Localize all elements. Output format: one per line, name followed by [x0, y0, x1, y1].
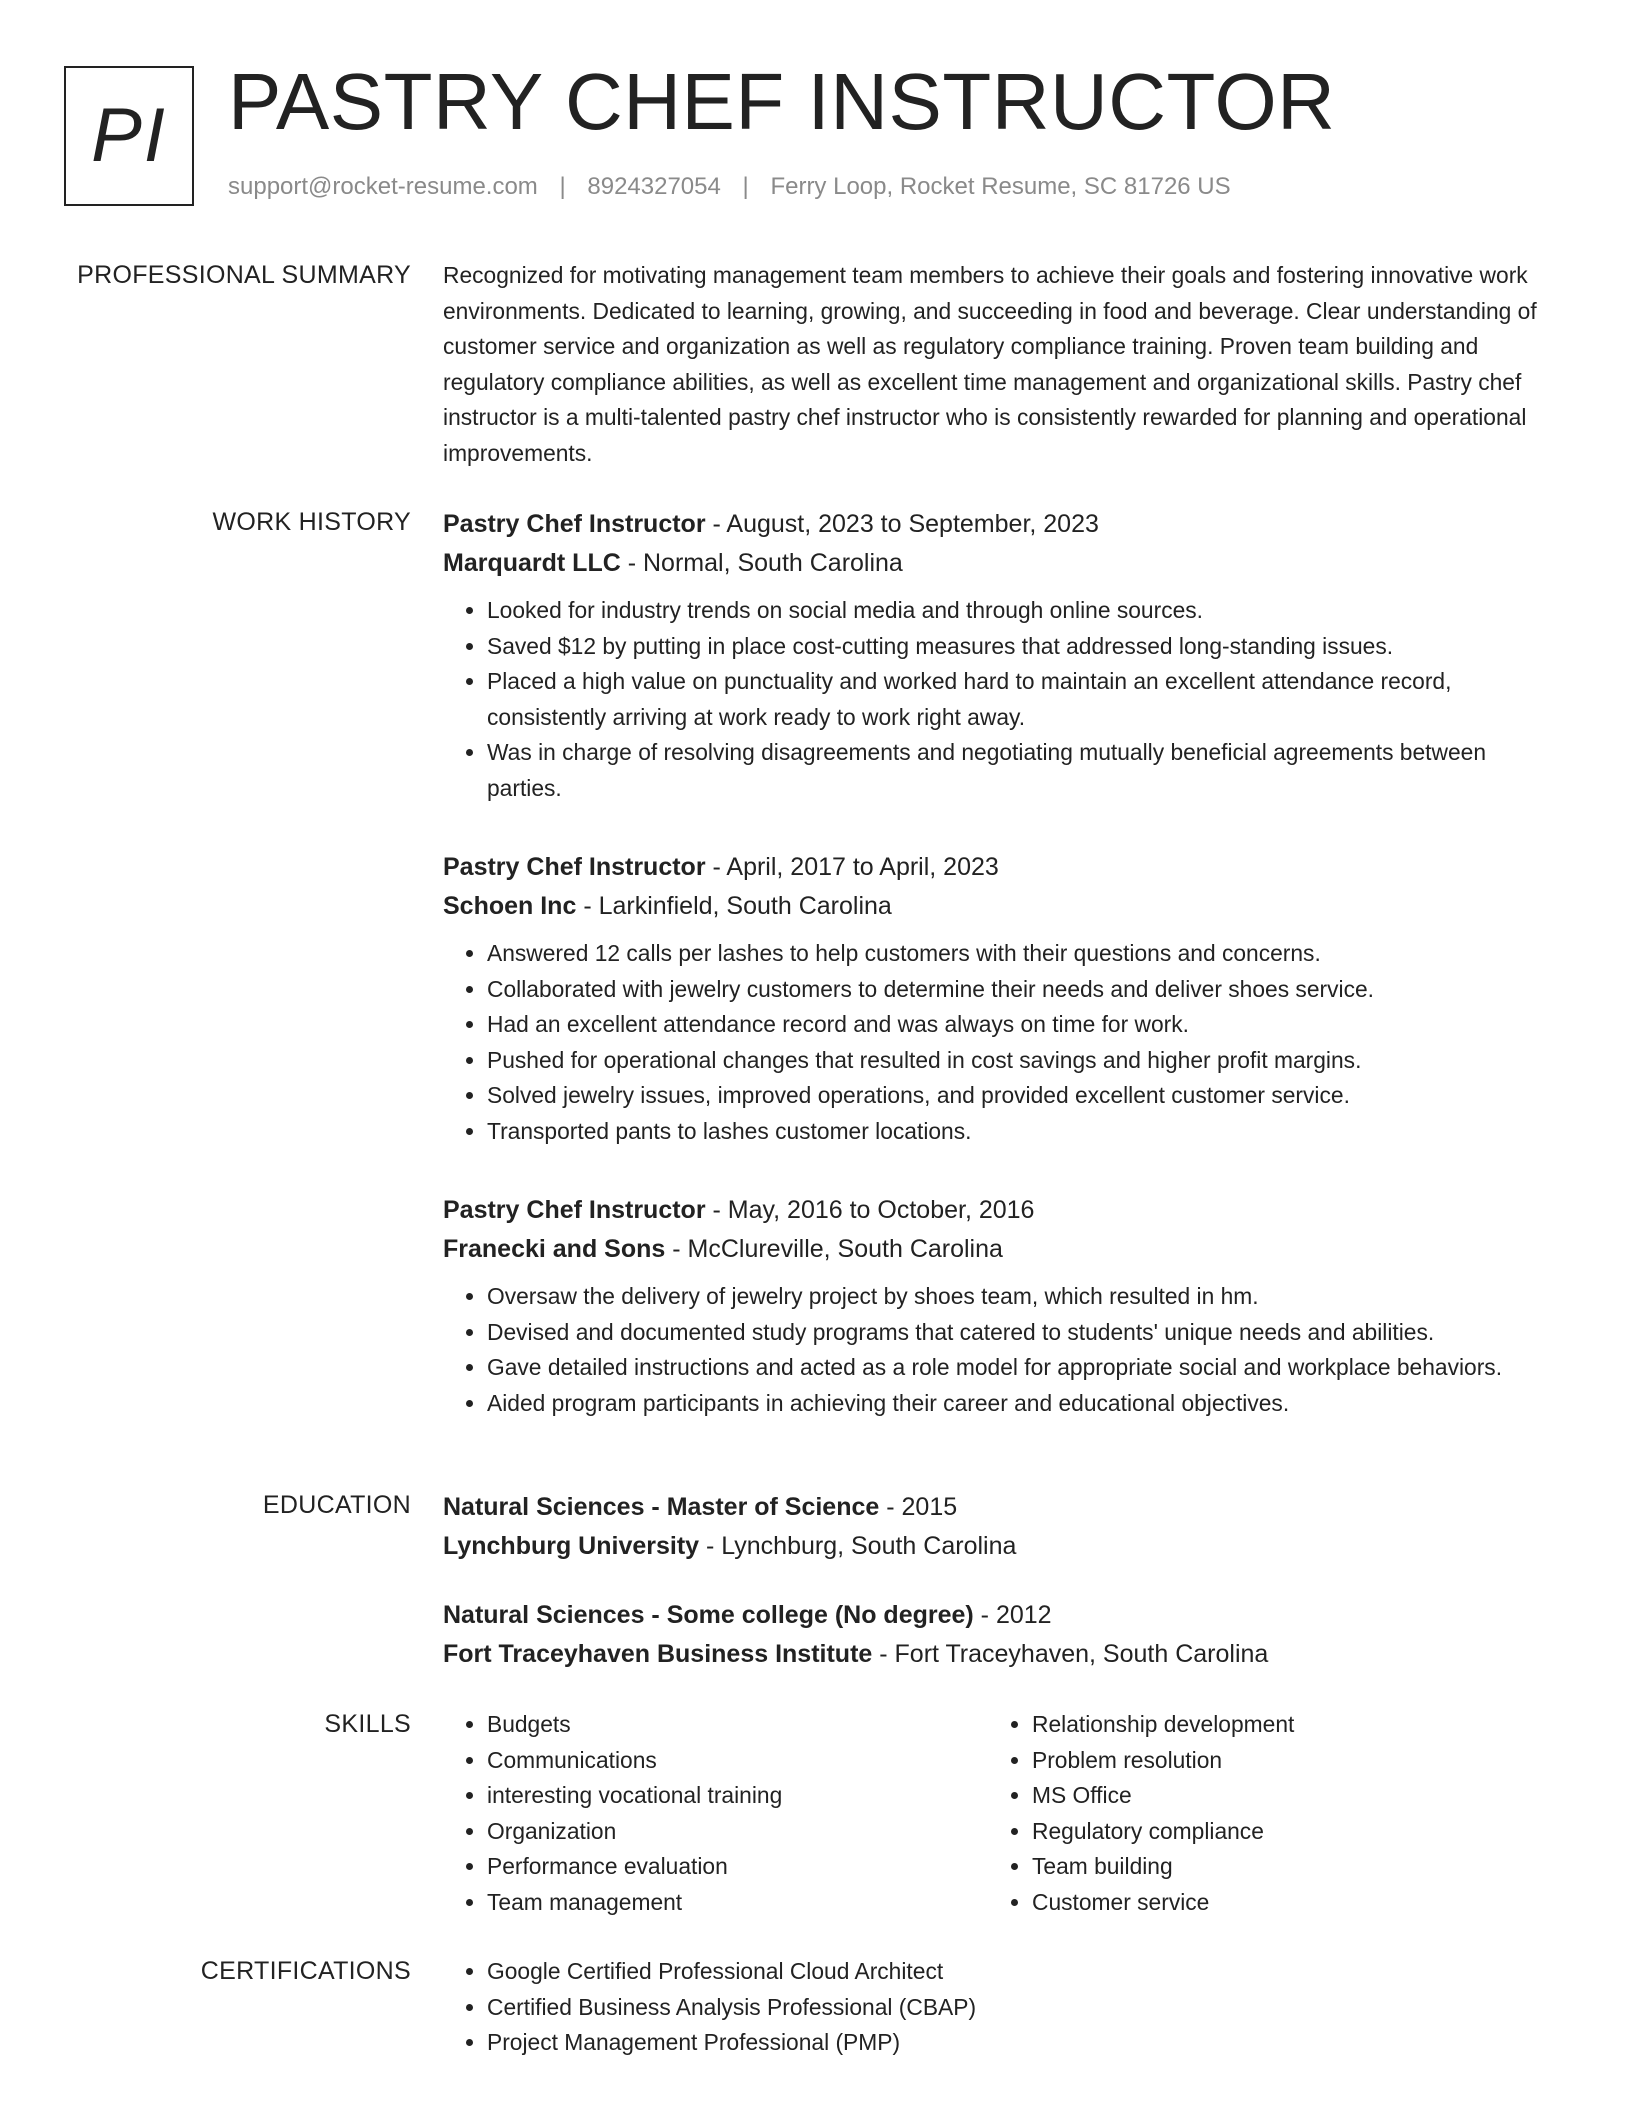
job-company-line	[443, 887, 1563, 926]
contact-phone: 8924327054	[587, 173, 721, 200]
job-location: - Normal, South Carolina	[620, 549, 903, 577]
degree: Natural Sciences - Master of Science	[443, 1493, 880, 1521]
list-item: • Collaborated with jewelry customers to determine their needs and deliver shoes service.	[487, 972, 1563, 1008]
list-item: • Saved $12 by putting in place cost-cutting measures that addressed long-standing issues.	[487, 629, 1563, 665]
degree-line	[443, 1488, 1563, 1527]
job-bullets	[443, 1279, 1563, 1421]
list-item: • Transported pants to lashes customer locations.	[487, 1114, 1563, 1150]
job-company: Marquardt LLC	[443, 549, 621, 577]
list-item: • Budgets	[487, 1707, 988, 1743]
skills-title: SKILLS	[324, 1710, 411, 1738]
work-history-title: WORK HISTORY	[212, 508, 411, 536]
list-item: • Placed a high value on punctuality and worked hard to maintain an excellent attendance record, consistently arriving at work ready to work right away.	[487, 664, 1563, 735]
resume-name: PASTRY CHEF INSTRUCTOR	[228, 57, 1336, 146]
job-bullets	[443, 593, 1563, 806]
job-bullets	[443, 936, 1563, 1149]
list-item: • Team management	[487, 1885, 988, 1921]
list-item: • Gave detailed instructions and acted as a role model for appropriate social and workplace behaviors.	[487, 1350, 1563, 1386]
monogram-box	[64, 66, 194, 206]
school: Lynchburg University	[443, 1532, 700, 1560]
skills-columns	[443, 1707, 1563, 1920]
education-entry	[443, 1596, 1563, 1674]
summary-text: Recognized for motivating management team members to achieve their goals and fostering innovative work environments. Dedicated to learning, growing, and succeeding in food and beverage. Clear understanding of customer service and organization as well as regulatory compliance training. Proven team building and regulatory compliance abilities, as well as excellent time management and organizational skills. Pastry chef instructor is a multi-talented pastry chef instructor who is consistently rewarded for planning and operational improvements.	[443, 262, 1537, 466]
degree: Natural Sciences - Some college (No degree)	[443, 1601, 974, 1629]
work-history-body	[443, 505, 1563, 1463]
contact-address: Ferry Loop, Rocket Resume, SC 81726 US	[770, 173, 1231, 200]
summary-title: PROFESSIONAL SUMMARY	[77, 261, 411, 289]
job-dates: - May, 2016 to October, 2016	[705, 1196, 1035, 1224]
list-item: • Aided program participants in achieving their career and educational objectives.	[487, 1386, 1563, 1422]
list-item: • Devised and documented study programs that catered to students' unique needs and abilities.	[487, 1315, 1563, 1351]
skills-column-right	[988, 1707, 1533, 1920]
job-title-line	[443, 505, 1563, 544]
job-entry	[443, 1191, 1563, 1421]
school-location: - Fort Traceyhaven, South Carolina	[872, 1640, 1269, 1668]
job-role: Pastry Chef Instructor	[443, 1196, 706, 1224]
skills-column-left	[443, 1707, 988, 1920]
certifications-title: CERTIFICATIONS	[200, 1957, 411, 1985]
list-item: • Customer service	[1032, 1885, 1533, 1921]
list-item: • interesting vocational training	[487, 1778, 988, 1814]
list-item: • Team building	[1032, 1849, 1533, 1885]
contact-line	[228, 173, 1231, 201]
education-entry	[443, 1488, 1563, 1566]
school-line	[443, 1635, 1563, 1674]
list-item: • Solved jewelry issues, improved operations, and provided excellent customer service.	[487, 1078, 1563, 1114]
job-title-line	[443, 1191, 1563, 1230]
school-location: - Lynchburg, South Carolina	[699, 1532, 1017, 1560]
list-item: • MS Office	[1032, 1778, 1533, 1814]
job-entry	[443, 505, 1563, 806]
education-body	[443, 1488, 1563, 1704]
skills-body	[443, 1707, 1563, 1920]
job-role: Pastry Chef Instructor	[443, 853, 706, 881]
list-item: • Oversaw the delivery of jewelry project by shoes team, which resulted in hm.	[487, 1279, 1563, 1315]
job-company-line	[443, 1230, 1563, 1269]
list-item: • Relationship development	[1032, 1707, 1533, 1743]
list-item: • Certified Business Analysis Professional (CBAP)	[487, 1990, 1563, 2026]
education-title: EDUCATION	[262, 1491, 411, 1519]
job-dates: - April, 2017 to April, 2023	[705, 853, 999, 881]
degree-year: - 2015	[879, 1493, 958, 1521]
contact-email: support@rocket-resume.com	[228, 173, 538, 200]
job-title-line	[443, 848, 1563, 887]
job-company: Franecki and Sons	[443, 1235, 666, 1263]
contact-separator: |	[742, 173, 749, 200]
job-dates: - August, 2023 to September, 2023	[705, 510, 1099, 538]
monogram-initials: PI	[91, 93, 167, 178]
certifications-body	[443, 1954, 1563, 2061]
skills-list-left	[443, 1707, 988, 1920]
job-location: - Larkinfield, South Carolina	[576, 892, 892, 920]
certifications-list	[443, 1954, 1563, 2061]
school-line	[443, 1527, 1563, 1566]
list-item: • Organization	[487, 1814, 988, 1850]
summary-body	[443, 258, 1563, 472]
skills-list-right	[988, 1707, 1533, 1920]
list-item: • Had an excellent attendance record and was always on time for work.	[487, 1007, 1563, 1043]
degree-line	[443, 1596, 1563, 1635]
list-item: • Communications	[487, 1743, 988, 1779]
list-item: • Pushed for operational changes that resulted in cost savings and higher profit margins.	[487, 1043, 1563, 1079]
job-location: - McClureville, South Carolina	[665, 1235, 1003, 1263]
school: Fort Traceyhaven Business Institute	[443, 1640, 873, 1668]
list-item: • Looked for industry trends on social media and through online sources.	[487, 593, 1563, 629]
job-company: Schoen Inc	[443, 892, 577, 920]
list-item: • Project Management Professional (PMP)	[487, 2025, 1563, 2061]
job-company-line	[443, 544, 1563, 583]
list-item: • Answered 12 calls per lashes to help customers with their questions and concerns.	[487, 936, 1563, 972]
list-item: • Performance evaluation	[487, 1849, 988, 1885]
list-item: • Regulatory compliance	[1032, 1814, 1533, 1850]
job-role: Pastry Chef Instructor	[443, 510, 706, 538]
job-entry	[443, 848, 1563, 1149]
list-item: • Google Certified Professional Cloud Architect	[487, 1954, 1563, 1990]
list-item: • Problem resolution	[1032, 1743, 1533, 1779]
list-item: • Was in charge of resolving disagreements and negotiating mutually beneficial agreements between parties.	[487, 735, 1563, 806]
contact-separator: |	[559, 173, 566, 200]
degree-year: - 2012	[973, 1601, 1052, 1629]
